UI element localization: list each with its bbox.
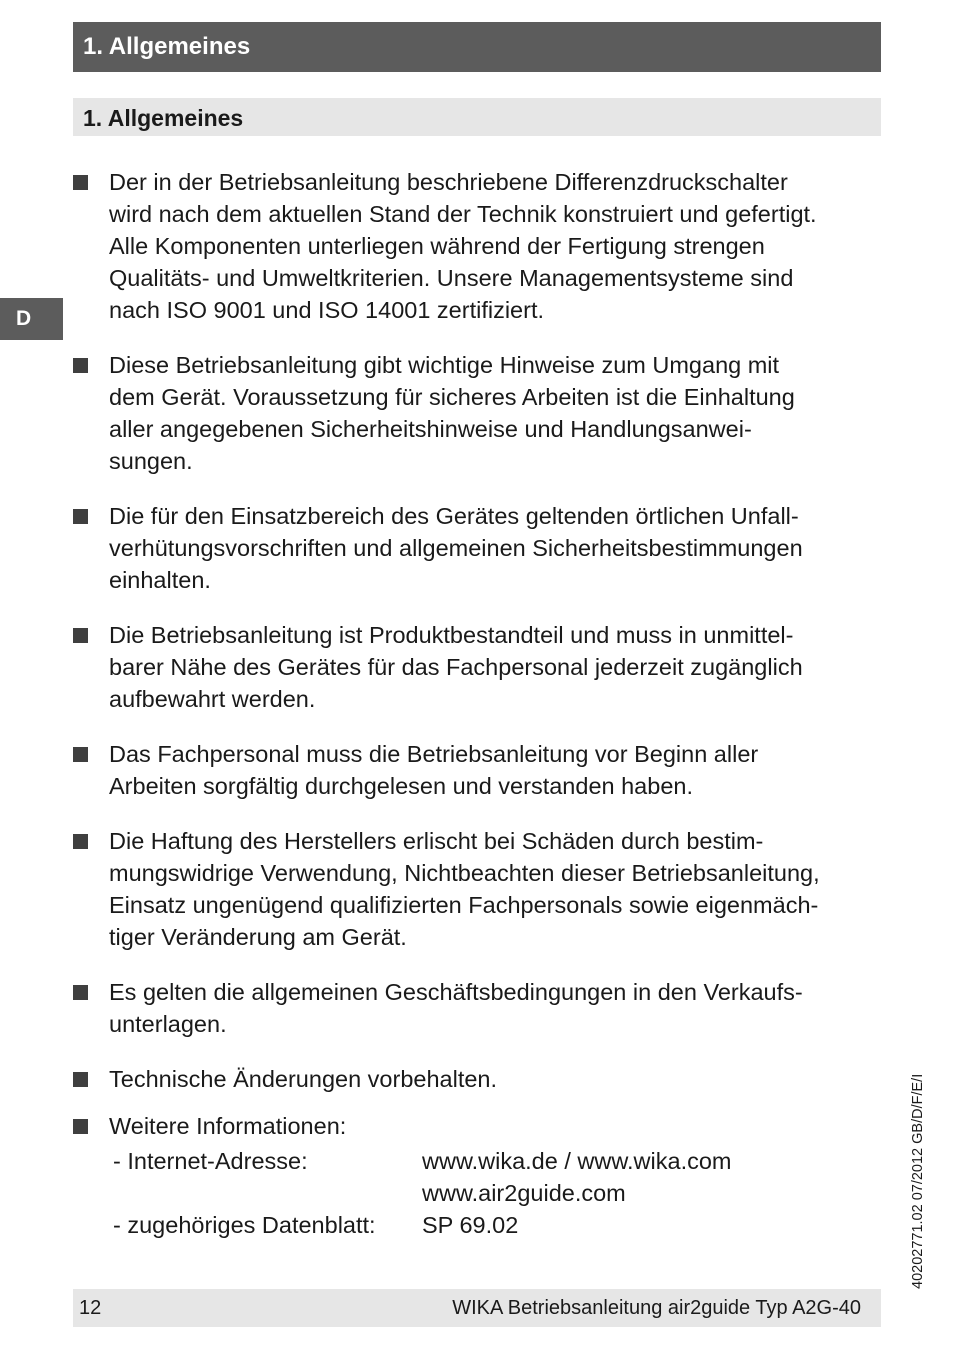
square-bullet-icon bbox=[73, 175, 88, 190]
list-item bbox=[73, 825, 881, 953]
content-body bbox=[73, 166, 881, 1241]
square-bullet-icon bbox=[73, 985, 88, 1000]
section-title: 1. Allgemeines bbox=[83, 105, 244, 131]
bullet-text: Die Haftung des Herstellers erlischt bei Schäden durch bestim- mungswidrige Verwendung, Nichtbeachten dieser Betriebsanleitung, Einsatz ungenügend qualifizierten Fachpersonals sowie eigenmäch- tiger Veränderung am Gerät. bbox=[109, 828, 820, 950]
square-bullet-icon bbox=[73, 358, 88, 373]
internet-value: www.wika.de / www.wika.com bbox=[422, 1148, 732, 1174]
square-bullet-icon bbox=[73, 747, 88, 762]
square-bullet-icon bbox=[73, 509, 88, 524]
chapter-title: 1. Allgemeines bbox=[83, 33, 251, 60]
bullet-text: Das Fachpersonal muss die Betriebsanleitung vor Beginn aller Arbeiten sorgfältig durchgelesen und verstanden haben. bbox=[109, 741, 759, 799]
list-item bbox=[73, 976, 881, 1040]
bullet-text: Die für den Einsatzbereich des Gerätes geltenden örtlichen Unfall- verhütungsvorschriften und allgemeinen Sicherheitsbestimmungen einhalten. bbox=[109, 503, 803, 593]
page-footer bbox=[73, 1289, 881, 1327]
list-item bbox=[73, 349, 881, 477]
bullet-text: Diese Betriebsanleitung gibt wichtige Hinweise zum Umgang mit dem Gerät. Voraussetzung für sicheres Arbeiten ist die Einhaltung aller angegebenen Sicherheitshinweise und Handlungsanwei- sungen. bbox=[109, 352, 795, 474]
square-bullet-icon bbox=[73, 1072, 88, 1087]
datasheet-label: - zugehöriges Datenblatt: bbox=[113, 1212, 376, 1238]
internet-value-secondary: www.air2guide.com bbox=[422, 1180, 626, 1206]
bullet-text: Die Betriebsanleitung ist Produktbestandteil und muss in unmittel- barer Nähe des Gerätes für das Fachpersonal jederzeit zugänglich aufbewahrt werden. bbox=[109, 622, 803, 712]
chapter-header bbox=[73, 22, 881, 72]
footer-doc-title: WIKA Betriebsanleitung air2guide Typ A2G-40 bbox=[452, 1296, 861, 1319]
document-code: 40202771.02 07/2012 GB/D/F/E/I bbox=[910, 1073, 926, 1289]
list-item bbox=[73, 1063, 881, 1095]
bullet-text: Der in der Betriebsanleitung beschriebene Differenzdruckschalter wird nach dem aktuellen Stand der Technik konstruiert und gefertigt. Alle Komponenten unterliegen während der Fertigung strengen Qualitäts- und Umweltkriterien. Unsere Managementsysteme sind nach ISO 9001 und ISO 14001 zertifiziert. bbox=[109, 169, 817, 323]
internet-label: - Internet-Adresse: bbox=[113, 1148, 308, 1174]
bullet-text: Weitere Informationen: - Internet-Adresse: www.wika.de / www.wika.com www.air2guide.com - zugehöriges Datenblatt: SP 69.02 bbox=[109, 1110, 881, 1241]
bullet-text: Es gelten die allgemeinen Geschäftsbedingungen in den Verkaufs- unterlagen. bbox=[109, 979, 803, 1037]
page-number: 12 bbox=[79, 1296, 102, 1319]
section-header bbox=[73, 98, 881, 136]
language-tab: D bbox=[0, 298, 63, 340]
list-item bbox=[73, 738, 881, 802]
bullet-text: Technische Änderungen vorbehalten. bbox=[109, 1066, 498, 1092]
list-item bbox=[73, 619, 881, 715]
square-bullet-icon bbox=[73, 628, 88, 643]
list-item bbox=[73, 166, 881, 326]
list-item bbox=[73, 1110, 881, 1241]
square-bullet-icon bbox=[73, 834, 88, 849]
list-item bbox=[73, 500, 881, 596]
info-table bbox=[113, 1145, 732, 1241]
datasheet-value: SP 69.02 bbox=[422, 1212, 519, 1238]
square-bullet-icon bbox=[73, 1119, 88, 1134]
